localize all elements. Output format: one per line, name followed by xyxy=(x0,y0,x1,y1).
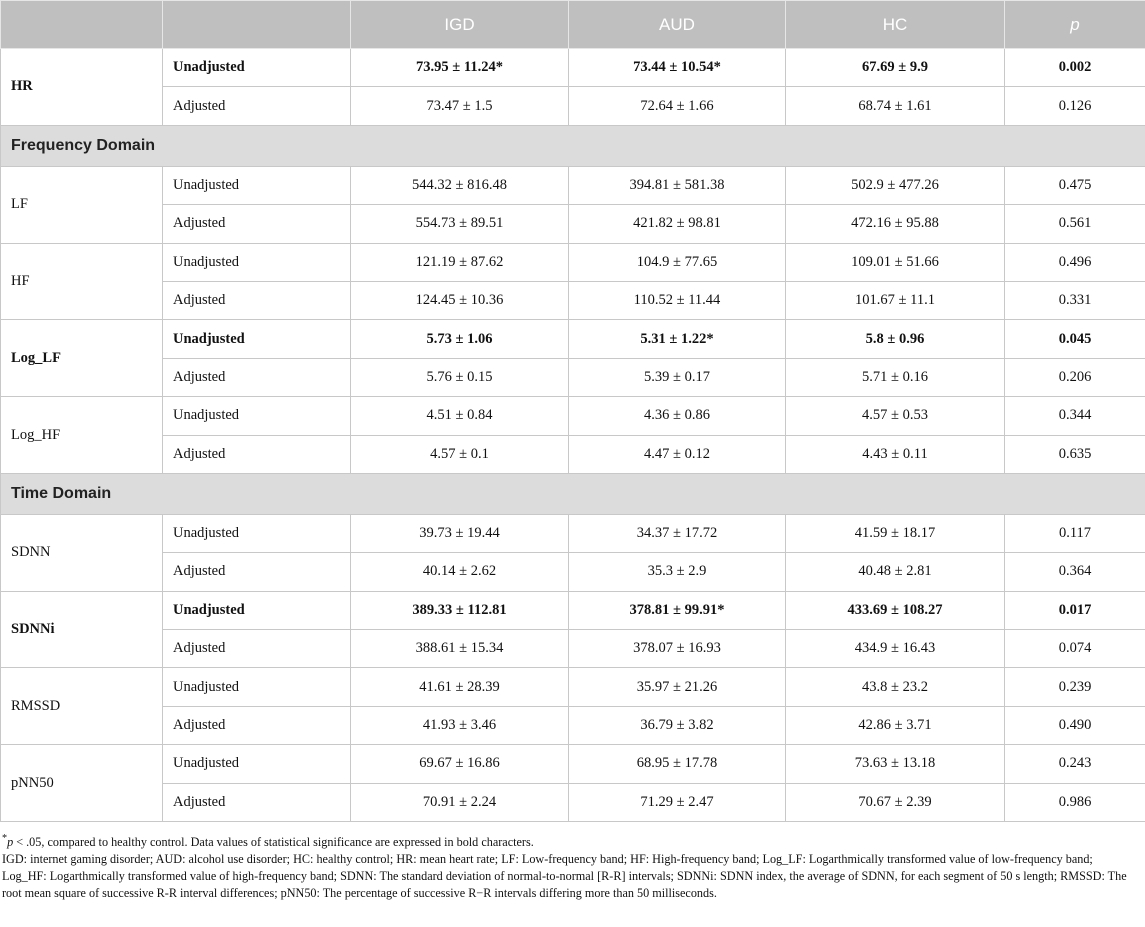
cell-igd: 41.61 ± 28.39 xyxy=(351,668,569,706)
cell-aud: 421.82 ± 98.81 xyxy=(569,205,786,243)
cell-p: 0.239 xyxy=(1005,668,1145,706)
adjustment-label: Unadjusted xyxy=(163,514,351,552)
table-row xyxy=(1,205,1145,243)
table-row xyxy=(1,397,1145,435)
cell-igd: 39.73 ± 19.44 xyxy=(351,514,569,552)
cell-p: 0.126 xyxy=(1005,87,1145,125)
cell-hc: 5.8 ± 0.96 xyxy=(786,320,1005,358)
table-row xyxy=(1,320,1145,358)
cell-aud: 36.79 ± 3.82 xyxy=(569,706,786,744)
cell-p: 0.117 xyxy=(1005,514,1145,552)
section-title-frequency: Frequency Domain xyxy=(1,125,1145,166)
table-row xyxy=(1,745,1145,783)
adjustment-label: Adjusted xyxy=(163,706,351,744)
cell-aud: 394.81 ± 581.38 xyxy=(569,166,786,204)
section-title-time: Time Domain xyxy=(1,473,1145,514)
table-footnotes xyxy=(0,830,1137,902)
metric-pnn50: pNN50 xyxy=(1,745,163,822)
cell-igd: 41.93 ± 3.46 xyxy=(351,706,569,744)
cell-igd: 4.57 ± 0.1 xyxy=(351,435,569,473)
table-header xyxy=(1,1,1145,49)
metric-log-hf: Log_HF xyxy=(1,397,163,474)
cell-hc: 433.69 ± 108.27 xyxy=(786,591,1005,629)
cell-hc: 109.01 ± 51.66 xyxy=(786,243,1005,281)
adjustment-label: Unadjusted xyxy=(163,243,351,281)
cell-hc: 4.43 ± 0.11 xyxy=(786,435,1005,473)
header-blank-metric xyxy=(1,1,163,49)
cell-igd: 5.76 ± 0.15 xyxy=(351,358,569,396)
table-row xyxy=(1,166,1145,204)
cell-aud: 71.29 ± 2.47 xyxy=(569,783,786,821)
cell-p: 0.986 xyxy=(1005,783,1145,821)
cell-aud: 378.07 ± 16.93 xyxy=(569,630,786,668)
table-row xyxy=(1,281,1145,319)
cell-p: 0.206 xyxy=(1005,358,1145,396)
cell-p: 0.074 xyxy=(1005,630,1145,668)
adjustment-label: Adjusted xyxy=(163,205,351,243)
section-row-time xyxy=(1,473,1145,514)
header-row xyxy=(1,1,1145,49)
cell-igd: 40.14 ± 2.62 xyxy=(351,553,569,591)
cell-igd: 5.73 ± 1.06 xyxy=(351,320,569,358)
header-aud: AUD xyxy=(569,1,786,49)
adjustment-label: Adjusted xyxy=(163,358,351,396)
asterisk-mark: * xyxy=(2,833,8,844)
cell-aud: 34.37 ± 17.72 xyxy=(569,514,786,552)
cell-p: 0.475 xyxy=(1005,166,1145,204)
cell-igd: 4.51 ± 0.84 xyxy=(351,397,569,435)
cell-hc: 502.9 ± 477.26 xyxy=(786,166,1005,204)
metric-hr: HR xyxy=(1,49,163,126)
cell-p: 0.344 xyxy=(1005,397,1145,435)
table-row xyxy=(1,514,1145,552)
cell-igd: 73.47 ± 1.5 xyxy=(351,87,569,125)
cell-p: 0.364 xyxy=(1005,553,1145,591)
cell-hc: 42.86 ± 3.71 xyxy=(786,706,1005,744)
cell-aud: 35.3 ± 2.9 xyxy=(569,553,786,591)
cell-p: 0.331 xyxy=(1005,281,1145,319)
cell-hc: 43.8 ± 23.2 xyxy=(786,668,1005,706)
adjustment-label: Unadjusted xyxy=(163,166,351,204)
adjustment-label: Unadjusted xyxy=(163,745,351,783)
metric-rmssd: RMSSD xyxy=(1,668,163,745)
adjustment-label: Adjusted xyxy=(163,435,351,473)
adjustment-label: Unadjusted xyxy=(163,397,351,435)
adjustment-label: Adjusted xyxy=(163,281,351,319)
table-row xyxy=(1,630,1145,668)
cell-igd: 388.61 ± 15.34 xyxy=(351,630,569,668)
table-row xyxy=(1,553,1145,591)
header-blank-adjustment xyxy=(163,1,351,49)
cell-aud: 5.39 ± 0.17 xyxy=(569,358,786,396)
header-p: p xyxy=(1005,1,1145,49)
cell-hc: 5.71 ± 0.16 xyxy=(786,358,1005,396)
adjustment-label: Adjusted xyxy=(163,783,351,821)
header-hc: HC xyxy=(786,1,1005,49)
adjustment-label: Adjusted xyxy=(163,553,351,591)
cell-aud: 378.81 ± 99.91* xyxy=(569,591,786,629)
cell-p: 0.561 xyxy=(1005,205,1145,243)
cell-igd: 69.67 ± 16.86 xyxy=(351,745,569,783)
cell-aud: 68.95 ± 17.78 xyxy=(569,745,786,783)
cell-aud: 104.9 ± 77.65 xyxy=(569,243,786,281)
abbreviation-note: IGD: internet gaming disorder; AUD: alcohol use disorder; HC: healthy control; HR: mean heart rate; LF: Low-frequency band; HF: High-frequency band; Log_LF: Logarthmically transformed value of low-frequency band; Log_HF: Logarthmically transformed value of high-frequency band; SDNN: The standard deviation of normal-to-normal [R-R] intervals; SDNNi: SDNN index, the average of SDNN, for each segment of 50 s length; RMSSD: The root mean square of successive R-R interval differences; pNN50: The percentage of successive R−R intervals differing more than 50 milliseconds. xyxy=(2,852,1127,901)
cell-hc: 68.74 ± 1.61 xyxy=(786,87,1005,125)
cell-aud: 4.47 ± 0.12 xyxy=(569,435,786,473)
cell-igd: 73.95 ± 11.24* xyxy=(351,49,569,87)
metric-lf: LF xyxy=(1,166,163,243)
cell-hc: 73.63 ± 13.18 xyxy=(786,745,1005,783)
cell-igd: 554.73 ± 89.51 xyxy=(351,205,569,243)
cell-hc: 41.59 ± 18.17 xyxy=(786,514,1005,552)
cell-aud: 73.44 ± 10.54* xyxy=(569,49,786,87)
cell-aud: 72.64 ± 1.66 xyxy=(569,87,786,125)
adjustment-label: Unadjusted xyxy=(163,668,351,706)
table-row xyxy=(1,87,1145,125)
cell-aud: 35.97 ± 21.26 xyxy=(569,668,786,706)
cell-igd: 70.91 ± 2.24 xyxy=(351,783,569,821)
cell-p: 0.243 xyxy=(1005,745,1145,783)
adjustment-label: Adjusted xyxy=(163,630,351,668)
cell-igd: 121.19 ± 87.62 xyxy=(351,243,569,281)
adjustment-label: Unadjusted xyxy=(163,591,351,629)
cell-igd: 389.33 ± 112.81 xyxy=(351,591,569,629)
cell-aud: 4.36 ± 0.86 xyxy=(569,397,786,435)
cell-p: 0.045 xyxy=(1005,320,1145,358)
cell-hc: 4.57 ± 0.53 xyxy=(786,397,1005,435)
metric-sdnn: SDNN xyxy=(1,514,163,591)
cell-p: 0.017 xyxy=(1005,591,1145,629)
p-symbol: p xyxy=(7,835,14,850)
cell-hc: 101.67 ± 11.1 xyxy=(786,281,1005,319)
cell-aud: 5.31 ± 1.22* xyxy=(569,320,786,358)
cell-aud: 110.52 ± 11.44 xyxy=(569,281,786,319)
cell-hc: 67.69 ± 9.9 xyxy=(786,49,1005,87)
header-igd: IGD xyxy=(351,1,569,49)
significance-text: < .05, compared to healthy control. Data values of statistical significance are expressed in bold characters. xyxy=(13,835,534,850)
cell-hc: 434.9 ± 16.43 xyxy=(786,630,1005,668)
table-row xyxy=(1,783,1145,821)
table-row xyxy=(1,591,1145,629)
cell-hc: 472.16 ± 95.88 xyxy=(786,205,1005,243)
metric-log-lf: Log_LF xyxy=(1,320,163,397)
adjustment-label: Adjusted xyxy=(163,87,351,125)
significance-note xyxy=(2,830,1137,851)
table-row xyxy=(1,435,1145,473)
table-row xyxy=(1,358,1145,396)
adjustment-label: Unadjusted xyxy=(163,320,351,358)
adjustment-label: Unadjusted xyxy=(163,49,351,87)
table-row xyxy=(1,49,1145,87)
cell-p: 0.490 xyxy=(1005,706,1145,744)
cell-p: 0.635 xyxy=(1005,435,1145,473)
table-body xyxy=(1,49,1145,822)
metric-sdnni: SDNNi xyxy=(1,591,163,668)
cell-p: 0.496 xyxy=(1005,243,1145,281)
cell-igd: 544.32 ± 816.48 xyxy=(351,166,569,204)
cell-igd: 124.45 ± 10.36 xyxy=(351,281,569,319)
table-row xyxy=(1,706,1145,744)
table-row xyxy=(1,243,1145,281)
cell-p: 0.002 xyxy=(1005,49,1145,87)
cell-hc: 70.67 ± 2.39 xyxy=(786,783,1005,821)
cell-hc: 40.48 ± 2.81 xyxy=(786,553,1005,591)
table-row xyxy=(1,668,1145,706)
metric-hf: HF xyxy=(1,243,163,320)
section-row-frequency xyxy=(1,125,1145,166)
